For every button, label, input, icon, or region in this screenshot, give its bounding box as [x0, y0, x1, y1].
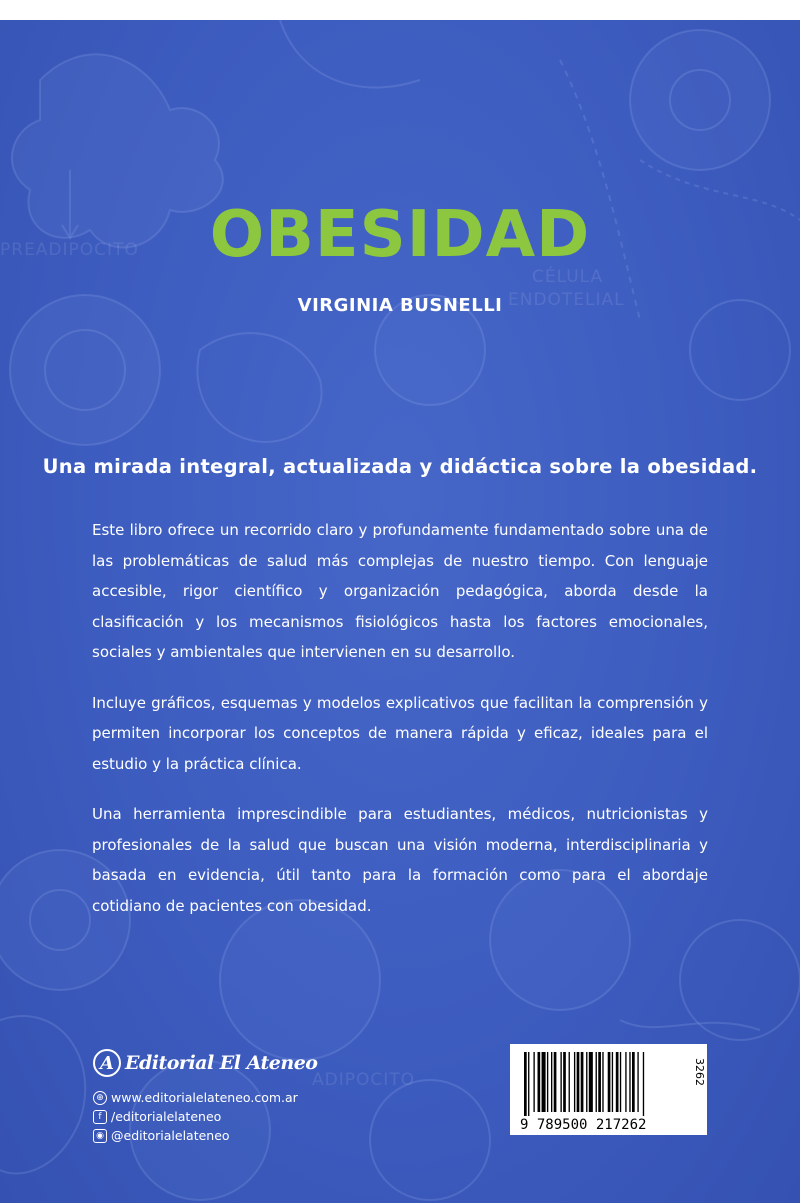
- barcode-bar: [598, 1052, 601, 1112]
- instagram-icon: ◉: [93, 1129, 107, 1143]
- barcode-bar: [547, 1052, 548, 1112]
- barcode-bar: [629, 1052, 630, 1112]
- website-text: www.editorialelateneo.com.ar: [111, 1090, 298, 1105]
- barcode-bar: [569, 1052, 570, 1112]
- barcode-bar: [554, 1052, 557, 1112]
- barcode-bar: [551, 1052, 552, 1112]
- publisher-contacts: [93, 1088, 298, 1145]
- barcode-side-code: 3262: [693, 1058, 706, 1086]
- barcode-bar: [563, 1052, 566, 1112]
- synopsis-paragraph-1: Este libro ofrece un recorrido claro y profundamente fundamentado sobre una de las problemáticas de salud más complejas de nuestro tiempo. Con lenguaje accesible, rigor científico y organización pedagógica, aborda desde la clasificación y los mecanismos fisiológicos hasta los factores emocionales, sociales y ambientales que intervienen en su desarrollo.: [92, 521, 708, 661]
- barcode-bar: [608, 1052, 611, 1112]
- top-white-strip: [0, 0, 800, 20]
- globe-icon: ⊕: [93, 1091, 107, 1105]
- bg-label-endotelial: ENDOTELIAL: [508, 290, 625, 310]
- barcode-bar: [602, 1052, 603, 1112]
- contact-website: [93, 1088, 298, 1107]
- bg-label-preadipocito: PREADIPOCITO: [0, 240, 139, 260]
- publisher-logo: [93, 1045, 317, 1081]
- barcode-bar: [524, 1052, 527, 1116]
- publisher-emblem-icon: A: [93, 1049, 121, 1077]
- isbn-barcode: [510, 1044, 707, 1135]
- barcode-bar: [612, 1052, 613, 1112]
- synopsis-paragraph-3: Una herramienta imprescindible para estudiantes, médicos, nutricionistas y profesionales de la salud que buscan una visión moderna, interdisciplinaria y basada en evidencia, útil tanto para la formación como para el abordaje cotidiano de pacientes con obesidad.: [92, 805, 708, 915]
- barcode-bar: [574, 1052, 575, 1112]
- barcode-bar: [616, 1052, 619, 1112]
- publisher-name: Editorial El Ateneo: [125, 1052, 318, 1074]
- barcode-bar: [643, 1052, 644, 1116]
- barcode-bar: [533, 1052, 534, 1112]
- isbn-number: 9 789500 217262: [520, 1117, 647, 1133]
- synopsis-paragraph-2: Incluye gráficos, esquemas y modelos explicativos que facilitan la comprensión y permiten incorporar los conceptos de manera rápida y eficaz, ideales para el estudio y la práctica clínica.: [92, 693, 708, 773]
- bg-label-celula: CÉLULA: [532, 267, 604, 287]
- instagram-text: @editorialelateneo: [111, 1128, 230, 1143]
- bg-label-adipocito: ADIPOCITO: [312, 1070, 416, 1090]
- contact-instagram: [93, 1126, 298, 1145]
- tagline: Una mirada integral, actualizada y didáctica sobre la obesidad.: [42, 455, 758, 478]
- synopsis: [92, 515, 708, 941]
- barcode-bar: [538, 1052, 541, 1112]
- barcode-bar: [625, 1052, 626, 1112]
- facebook-text: /editorialelateneo: [111, 1109, 222, 1124]
- barcode-bar: [596, 1052, 597, 1112]
- author-name: VIRGINIA BUSNELLI: [297, 295, 503, 316]
- barcode-bar: [589, 1052, 593, 1112]
- barcode-bar: [528, 1052, 529, 1116]
- barcode-bar: [560, 1052, 561, 1112]
- barcode-bar: [542, 1052, 546, 1112]
- contact-facebook: [93, 1107, 298, 1126]
- barcode-bar: [632, 1052, 635, 1112]
- book-title: OBESIDAD: [209, 198, 591, 272]
- barcode-bars: [510, 1044, 707, 1135]
- barcode-bar: [620, 1052, 621, 1112]
- barcode-bar: [637, 1052, 638, 1112]
- facebook-icon: f: [93, 1110, 107, 1124]
- barcode-bar: [581, 1052, 584, 1112]
- barcode-bar: [586, 1052, 587, 1112]
- barcode-bar: [577, 1052, 580, 1112]
- back-cover: [0, 20, 800, 1203]
